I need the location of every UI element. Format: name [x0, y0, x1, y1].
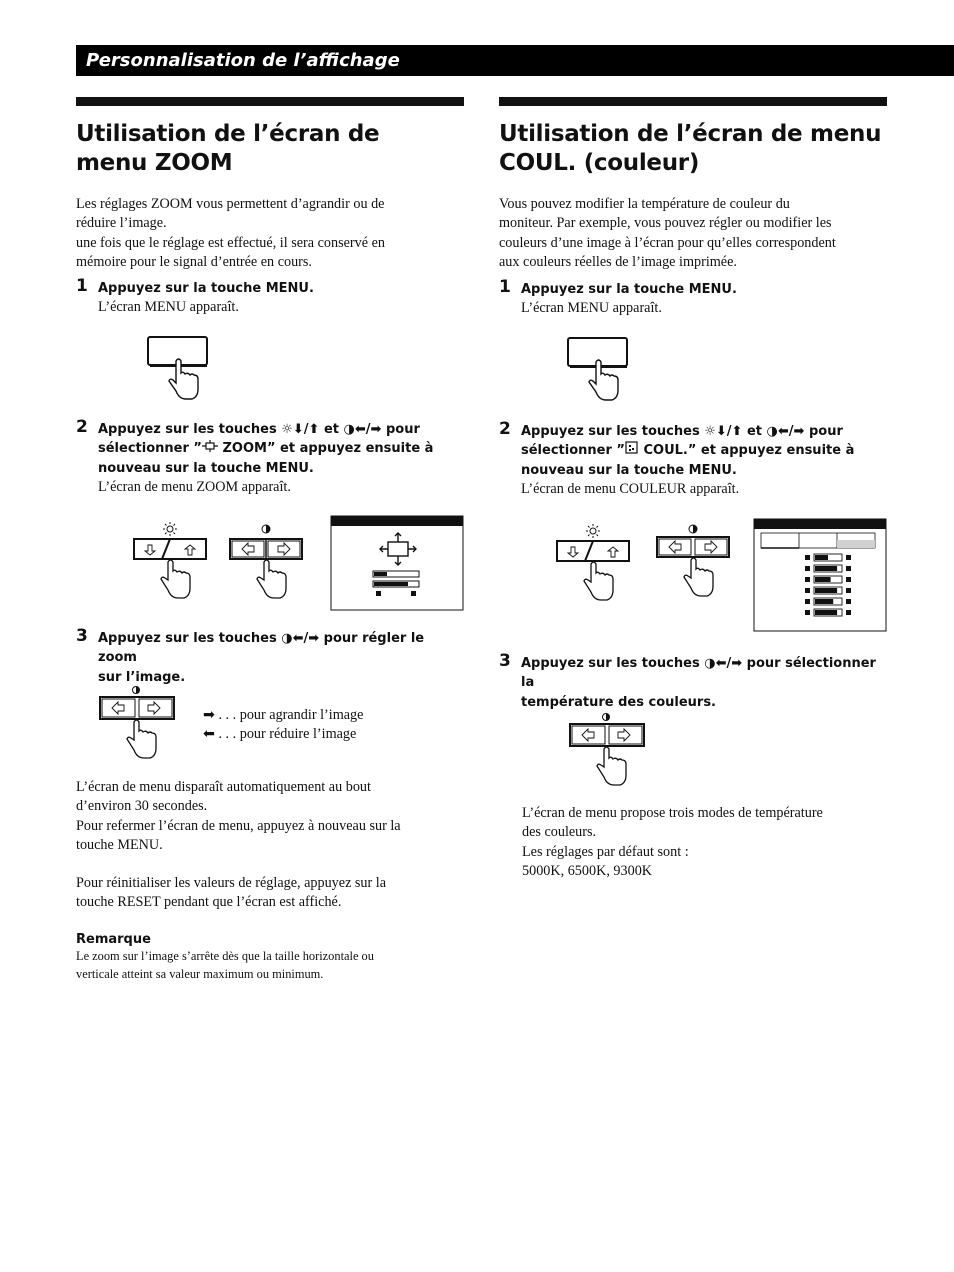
color-column	[499, 97, 887, 272]
hand-pointer-icon	[684, 558, 713, 596]
zoom-osd-screen	[330, 515, 464, 611]
heading-rule	[76, 97, 464, 106]
left-arrow-icon: ⬅	[777, 424, 789, 439]
menu-button-illustration	[146, 335, 210, 403]
color-step-2: 2 Appuyez sur les touches ☼⬇/⬆ et ◑⬅/➡ pour sélectionner ” COUL.” et appuyez ensuite à nouveau sur la touche MENU. L’écran de menu COULEUR apparaît.	[499, 419, 855, 497]
osd-slider-fill	[815, 588, 837, 593]
contrast-icon	[133, 687, 140, 694]
contrast-icon: ◑	[343, 422, 355, 437]
zoom-icon	[202, 441, 218, 456]
brightness-icon	[163, 522, 177, 536]
osd-minus-marker	[805, 566, 810, 571]
hand-pointer-icon	[597, 747, 626, 785]
zoom-step2-buttons	[128, 518, 338, 608]
osd-minus-marker	[805, 610, 810, 615]
osd-plus-marker	[846, 588, 851, 593]
hand-pointer-icon	[257, 560, 286, 598]
up-arrow-icon: ⬆	[731, 424, 743, 439]
osd-minus-marker	[805, 577, 810, 582]
brightness-icon	[586, 524, 600, 538]
right-arrow-icon: ➡	[370, 422, 382, 437]
contrast-icon: ◑	[704, 656, 716, 671]
color-title: Utilisation de l’écran de menu COUL. (couleur)	[499, 121, 882, 176]
contrast-icon: ◑	[766, 424, 778, 439]
contrast-icon	[603, 714, 610, 721]
hand-pointer-icon	[161, 560, 190, 598]
up-arrow-icon: ⬆	[308, 422, 320, 437]
zoom-step-1: 1 Appuyez sur la touche MENU. L’écran MENU apparaît.	[76, 276, 314, 316]
osd-plus-marker	[846, 610, 851, 615]
zoom-legend: ➡ . . . pour agrandir l’image ⬅ . . . pour réduire l’image	[203, 707, 364, 743]
right-arrow-icon: ➡	[308, 631, 320, 646]
hand-pointer-icon	[584, 562, 613, 600]
section-banner	[76, 45, 954, 76]
color-icon	[625, 443, 639, 458]
zoom-after-text: L’écran de menu disparaît automatiquement au bout d’environ 30 secondes. Pour refermer l’écran de menu, appuyez à nouveau sur la touche MENU.	[76, 779, 401, 853]
down-arrow-icon: ⬇	[715, 424, 727, 439]
color-step3-buttons	[566, 711, 650, 795]
zoom-step-3: 3 Appuyez sur les touches ◑⬅/➡ pour régler le zoom sur l’image.	[76, 626, 425, 685]
osd-plus-marker	[846, 555, 851, 560]
zoom-step-2: 2 Appuyez sur les touches ☼⬇/⬆ et ◑⬅/➡ pour sélectionner ” ZOOM” et appuyez ensuite à nouveau sur la touche MENU. L’écran de menu ZOOM apparaît.	[76, 417, 434, 495]
brightness-icon: ☼	[704, 424, 716, 439]
osd-slider-fill	[815, 566, 837, 571]
osd-slider-fill	[815, 555, 828, 560]
osd-plus-marker	[846, 599, 851, 604]
color-osd-screen	[753, 518, 887, 632]
contrast-icon: ◑	[281, 631, 293, 646]
down-arrow-icon: ⬇	[292, 422, 304, 437]
zoom-step3-buttons	[96, 684, 180, 768]
osd-minus-marker	[805, 599, 810, 604]
zoom-remark: Remarque Le zoom sur l’image s’arrête dès que la taille horizontale ou verticale atteint sa valeur maximum ou minimum.	[76, 932, 466, 983]
osd-slider-fill	[815, 577, 831, 582]
color-after-text: L’écran de menu propose trois modes de température des couleurs. Les réglages par défaut sont : 5000K, 6500K, 9300K	[522, 805, 823, 879]
right-arrow-icon: ➡	[793, 424, 805, 439]
zoom-column	[76, 97, 464, 272]
hand-pointer-icon	[127, 720, 156, 758]
right-arrow-icon: ➡	[203, 707, 215, 723]
osd-slider-fill	[815, 599, 833, 604]
left-arrow-icon: ⬅	[203, 726, 215, 743]
remark-title: Remarque	[76, 932, 151, 947]
left-arrow-icon: ⬅	[292, 631, 304, 646]
osd-minus-marker	[805, 588, 810, 593]
color-step-1: 1 Appuyez sur la touche MENU. L’écran MENU apparaît.	[499, 277, 737, 317]
zoom-title: Utilisation de l’écran de menu ZOOM	[76, 121, 380, 176]
osd-plus-marker	[846, 577, 851, 582]
left-arrow-icon: ⬅	[354, 422, 366, 437]
brightness-icon: ☼	[281, 422, 293, 437]
color-step2-buttons	[551, 520, 761, 610]
zoom-reset-text: Pour réinitialiser les valeurs de réglage, appuyez sur la touche RESET pendant que l’écran est affiché.	[76, 875, 387, 911]
osd-minus-marker	[805, 555, 810, 560]
color-step-3: 3 Appuyez sur les touches ◑⬅/➡ pour sélectionner la température des couleurs.	[499, 651, 876, 710]
heading-rule	[499, 97, 887, 106]
contrast-icon	[689, 525, 697, 533]
left-arrow-icon: ⬅	[715, 656, 727, 671]
section-title: Personnalisation de l’affichage	[86, 50, 400, 71]
osd-plus-marker	[846, 566, 851, 571]
right-arrow-icon: ➡	[731, 656, 743, 671]
zoom-intro: Les réglages ZOOM vous permettent d’agrandir ou de réduire l’image. une fois que le réglage est effectué, il sera conservé en mémoire pour le signal d’entrée en cours.	[76, 196, 385, 270]
color-intro: Vous pouvez modifier la température de couleur du moniteur. Par exemple, vous pouvez régler ou modifier les couleurs d’une image à l’écran pour qu’elles correspondent aux couleurs réelles de l’image imprimée.	[499, 196, 836, 270]
osd-slider-fill	[815, 610, 837, 615]
menu-button-illustration	[566, 336, 630, 404]
contrast-icon	[262, 525, 270, 533]
